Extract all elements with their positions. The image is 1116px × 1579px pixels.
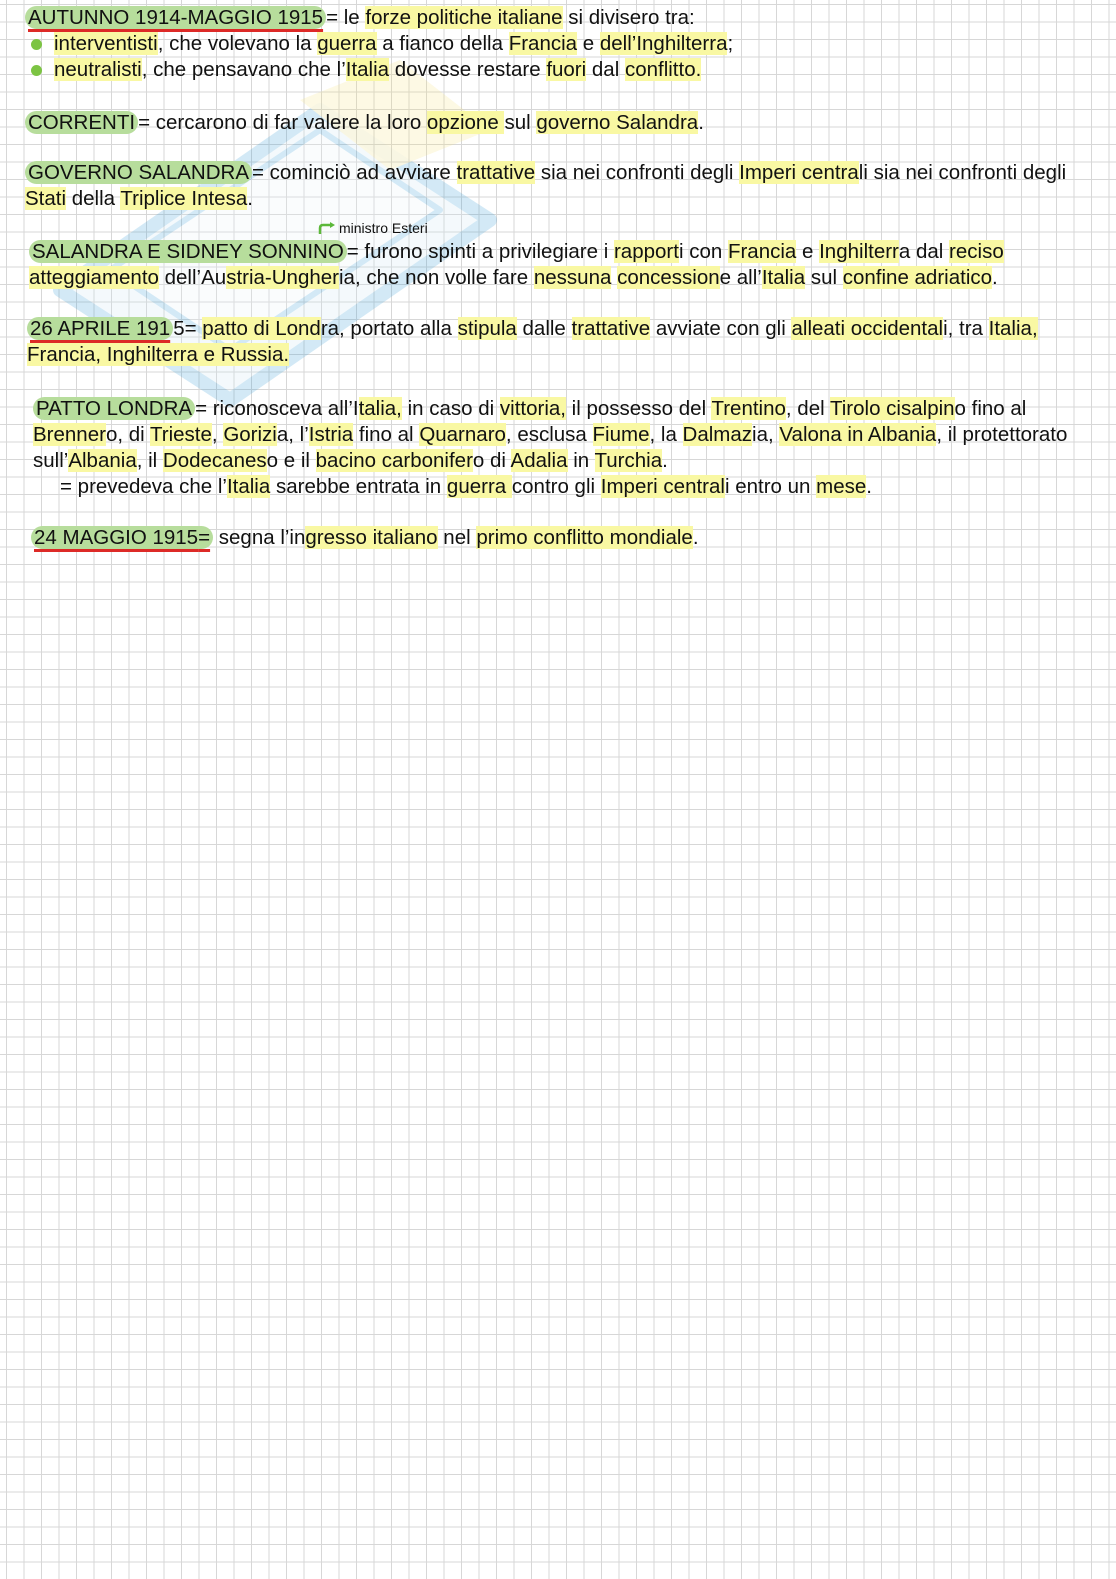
label-governo-salandra: GOVERNO SALANDRA — [25, 161, 252, 184]
label-text: 24 MAGGIO 1915 — [34, 526, 199, 549]
text: = prevedeva che l’ — [60, 475, 227, 498]
section-governo-salandra — [25, 160, 1110, 212]
section-autunno-1914 — [25, 5, 1110, 83]
highlight: patto di Lond — [202, 317, 321, 340]
text: = cominciò ad avviare — [252, 161, 457, 184]
text: segna l’in — [213, 526, 306, 549]
text: o, di — [105, 423, 151, 446]
highlight: Italia — [345, 58, 390, 81]
highlight: Dalmaz — [682, 423, 753, 446]
text: = riconosceva all’I — [195, 397, 359, 420]
highlight: nessuna — [533, 266, 612, 289]
side-note — [318, 219, 428, 237]
curved-arrow-icon — [318, 222, 336, 234]
text: e all’ — [719, 266, 762, 289]
highlight: Inghilterr — [819, 240, 899, 263]
text: a fianco della — [376, 32, 509, 55]
highlight: Trentino — [711, 397, 786, 420]
text: i entro un — [724, 475, 817, 498]
highlight: Stati — [25, 187, 67, 210]
text: sarebbe entrata in — [270, 475, 447, 498]
text: a, l’ — [276, 423, 309, 446]
text: , la — [649, 423, 683, 446]
text: i con — [678, 240, 728, 263]
highlight: talia, — [358, 397, 402, 420]
text: = le — [326, 6, 366, 29]
label-salandra-sonnino: SALANDRA E SIDNEY SONNINO — [29, 240, 347, 263]
list-item — [25, 57, 1110, 83]
highlight: Imperi centra — [739, 161, 859, 184]
section-24-maggio-1915 — [31, 525, 1109, 551]
text: , che volevano la — [157, 32, 318, 55]
highlight: vittoria, — [499, 397, 566, 420]
label-24-maggio-1915 — [31, 526, 213, 549]
text: ra, portato alla — [320, 317, 458, 340]
note-text: ministro Esteri — [339, 220, 428, 236]
highlight: rapport — [613, 240, 679, 263]
highlight: Turchia — [594, 449, 663, 472]
text: . — [698, 111, 704, 134]
highlight: concession — [617, 266, 720, 289]
text: nel — [437, 526, 477, 549]
label-correnti: CORRENTI — [25, 111, 138, 134]
highlight: Fiume — [592, 423, 650, 446]
text: li sia nei confronti degli — [858, 161, 1067, 184]
text: dalle — [516, 317, 572, 340]
label-patto-londra: PATTO LONDRA — [33, 397, 195, 420]
text: o di — [472, 449, 511, 472]
text: sul — [805, 266, 843, 289]
text: , che pensavano che l’ — [141, 58, 346, 81]
text: e — [577, 32, 600, 55]
highlight: governo Salandra — [536, 111, 699, 134]
text: dal — [586, 58, 625, 81]
text: a dal — [898, 240, 950, 263]
highlight: Tirolo cisalpin — [829, 397, 955, 420]
highlight: stipula — [457, 317, 517, 340]
text: in — [567, 449, 595, 472]
text: ia, che non volle fare — [338, 266, 534, 289]
text: il possesso del — [565, 397, 712, 420]
highlight: trattative — [571, 317, 651, 340]
text: . — [692, 526, 699, 549]
section-correnti — [25, 110, 1110, 136]
list-item — [25, 31, 1110, 57]
bullet-dot-icon — [31, 39, 42, 50]
highlight: Italia — [761, 266, 806, 289]
highlight: Triplice Intesa — [120, 187, 248, 210]
highlight: Brenner — [33, 423, 106, 446]
bullet-list — [25, 31, 1110, 83]
text: dell’Au — [158, 266, 227, 289]
patto-londra-second-line — [33, 474, 1109, 500]
text: sia nei confronti degli — [535, 161, 740, 184]
highlight: Gorizi — [223, 423, 277, 446]
text: contro gli — [511, 475, 601, 498]
text: si divisero tra: — [562, 6, 695, 29]
text: i, tra — [943, 317, 989, 340]
highlight: dell’Inghilterra — [599, 32, 728, 55]
highlight: trattative — [456, 161, 536, 184]
text: ia, — [752, 423, 780, 446]
highlight: Adalia — [510, 449, 568, 472]
highlight: Istria — [308, 423, 354, 446]
highlight: neutralisti — [54, 58, 142, 81]
highlight: reciso atteggiamento — [29, 240, 1004, 289]
label-text: 5 — [173, 317, 185, 340]
highlight: Francia — [727, 240, 797, 263]
text: , il — [136, 449, 163, 472]
text: sul — [504, 111, 537, 134]
highlight: Quarnaro — [419, 423, 506, 446]
highlight: alleati occidental — [791, 317, 944, 340]
text: dovesse restare — [389, 58, 547, 81]
highlight: Italia, Francia, Inghilterra e Russia. — [27, 317, 1038, 366]
text: , esclusa — [505, 423, 593, 446]
highlight: fuori — [546, 58, 587, 81]
text: e — [796, 240, 820, 263]
text: = furono spinti a privilegiare i — [346, 240, 614, 263]
text: . — [662, 449, 668, 472]
highlight: mese — [816, 475, 867, 498]
text: , — [211, 423, 224, 446]
label-26-aprile-1915 — [27, 317, 173, 340]
text: . — [866, 475, 872, 498]
text: = cercarono di far valere la loro — [138, 111, 427, 134]
text: , il protettorato sull’ — [33, 423, 1068, 472]
highlight: Imperi central — [600, 475, 725, 498]
highlight: Valona in Albania — [779, 423, 937, 446]
text: o e il — [266, 449, 316, 472]
label-text: = — [198, 526, 211, 549]
highlight: opzione — [426, 111, 505, 134]
text: fino al — [353, 423, 420, 446]
highlight: interventisti — [54, 32, 158, 55]
text: , del — [785, 397, 830, 420]
highlight: Albania — [68, 449, 137, 472]
section-patto-londra — [33, 396, 1109, 500]
text: avviate con gli — [650, 317, 792, 340]
text: . — [247, 187, 253, 210]
highlight: conflitto. — [624, 58, 702, 81]
text: ; — [727, 32, 734, 55]
highlight: forze politiche italiane — [365, 6, 563, 29]
bullet-dot-icon — [31, 65, 42, 76]
highlight: guerra — [446, 475, 512, 498]
highlight: Trieste — [150, 423, 212, 446]
label-autunno-1914: AUTUNNO 1914-MAGGIO 1915 — [25, 6, 326, 29]
text: = — [184, 317, 203, 340]
section-salandra-sonnino — [29, 239, 1109, 291]
highlight: guerra — [317, 32, 377, 55]
highlight: Dodecanes — [162, 449, 267, 472]
highlight: Italia — [226, 475, 271, 498]
highlight: confine adriatico — [842, 266, 993, 289]
label-text: 26 APRILE 191 — [30, 317, 171, 340]
section-26-aprile-1915 — [27, 316, 1109, 368]
highlight: Francia — [508, 32, 578, 55]
text: in caso di — [401, 397, 500, 420]
highlight: stria-Ungher — [226, 266, 339, 289]
text: . — [992, 266, 998, 289]
text: della — [66, 187, 121, 210]
highlight: gresso italiano — [305, 526, 438, 549]
text: o fino al — [954, 397, 1027, 420]
highlight: primo conflitto mondiale — [476, 526, 693, 549]
highlight: bacino carbonifer — [315, 449, 473, 472]
